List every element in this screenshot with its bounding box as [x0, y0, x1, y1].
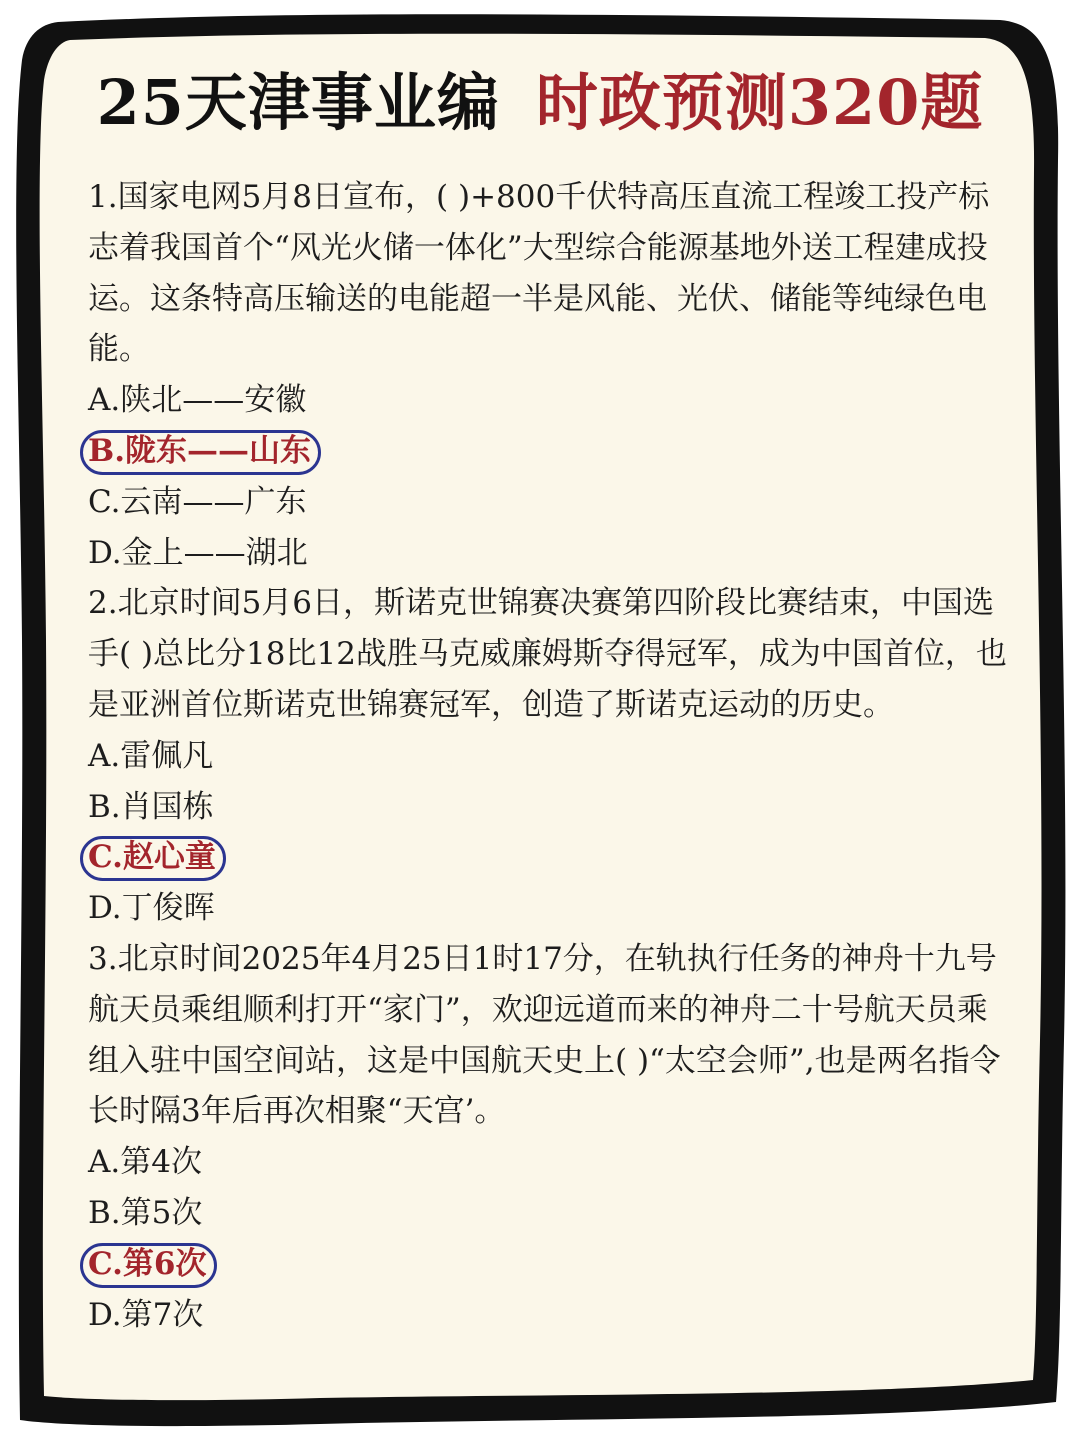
question-text: 2.北京时间5月6日，斯诺克世锦赛决赛第四阶段比赛结束，中国选手( )总比分18比12战胜马克威廉姆斯夺得冠军，成为中国首位，也是亚洲首位斯诺克世锦赛冠军，创造了斯诺克运动的历史。 [88, 585, 1007, 723]
option-label: D.第7次 [88, 1296, 204, 1333]
option-a [88, 731, 1018, 782]
page-title [0, 52, 1080, 142]
option-a [88, 375, 1018, 426]
option-d [88, 883, 1018, 934]
question-block-1 [88, 172, 1018, 578]
option-label: B.第5次 [88, 1194, 203, 1231]
question-block-2 [88, 578, 1018, 934]
option-label: B.肖国栋 [88, 788, 214, 825]
option-c-correct [88, 832, 1018, 883]
option-b [88, 1188, 1018, 1239]
option-b [88, 782, 1018, 833]
option-label: A.陕北——安徽 [88, 382, 307, 419]
option-label: C.云南——广东 [88, 483, 307, 520]
title-red-text: 时政预测320题 [535, 65, 984, 139]
option-label: C.第6次 [88, 1239, 207, 1290]
question-text: 3.北京时间2025年4月25日1时17分，在轨执行任务的神舟十九号航天员乘组顺利打开“家门”，欢迎远道而来的神舟二十号航天员乘组入驻中国空间站，这是中国航天史上( )“太空会师”,也是两名指令长时隔3年后再次相聚“天宫’。 [88, 940, 1001, 1130]
option-label: D.金上——湖北 [88, 534, 308, 571]
option-c [88, 477, 1018, 528]
option-label: B.陇东——山东 [88, 426, 311, 477]
option-c-correct [88, 1239, 1018, 1290]
option-label: A.第4次 [88, 1144, 202, 1181]
option-label: D.丁俊晖 [88, 890, 215, 927]
option-d [88, 528, 1018, 579]
title-black-text: 25天津事业编 [96, 65, 500, 139]
question-list [88, 172, 1018, 1340]
option-label: C.赵心童 [88, 832, 216, 883]
question-text: 1.国家电网5月8日宣布，( )+800千伏特高压直流工程竣工投产标志着我国首个“风光火储一体化”大型综合能源基地外送工程建成投运。这条特高压输送的电能超一半是风能、光伏、储能等纯绿色电能。 [88, 179, 990, 368]
question-block-3 [88, 934, 1018, 1340]
option-label: A.雷佩凡 [88, 737, 214, 774]
option-a [88, 1137, 1018, 1188]
option-d [88, 1290, 1018, 1341]
option-b-correct [88, 426, 1018, 477]
